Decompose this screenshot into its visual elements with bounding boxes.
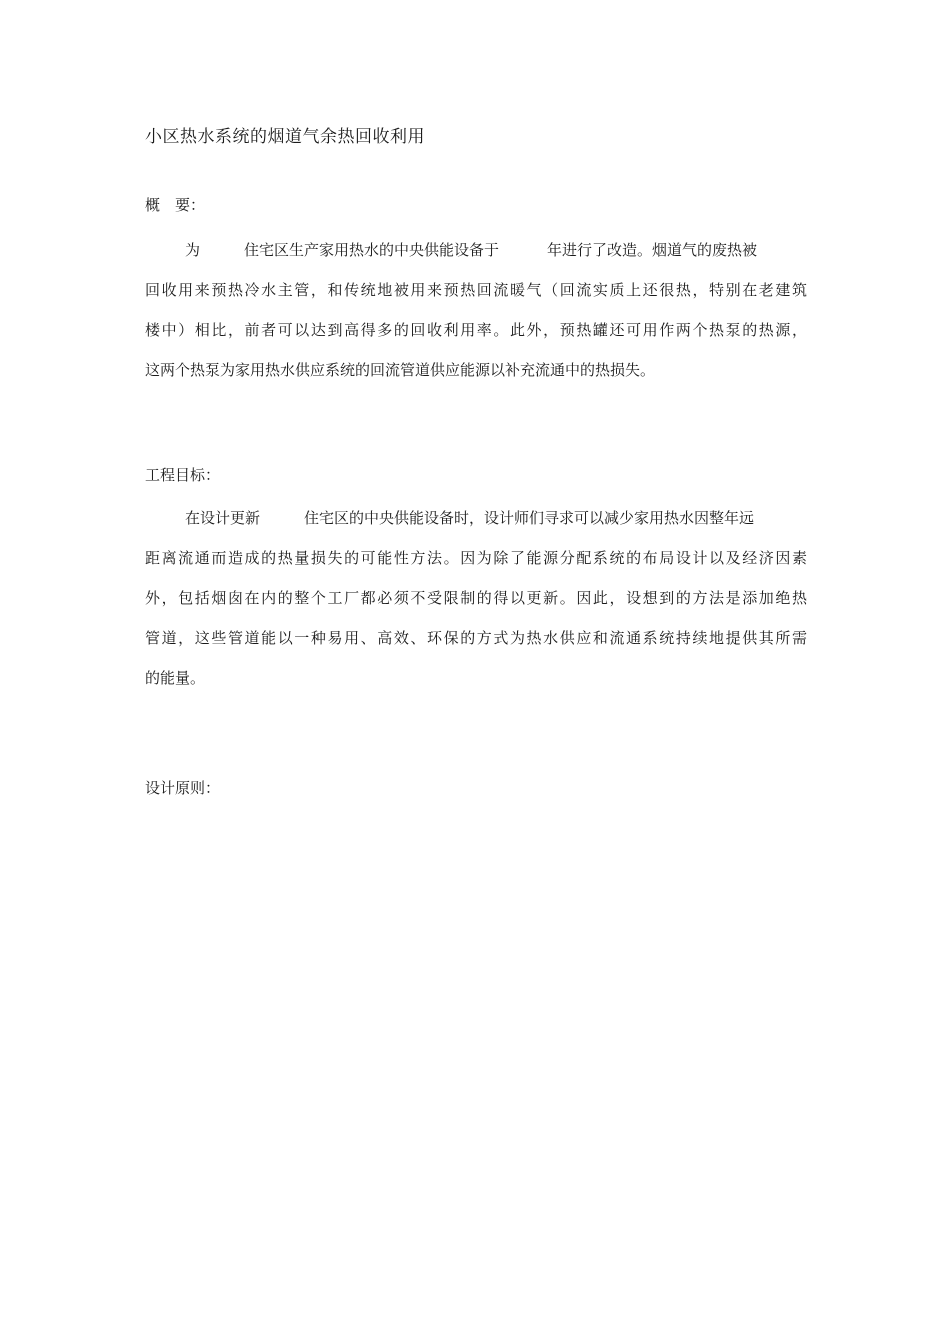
summary-line-1-part-b: 住宅区生产家用热水的中央供能设备于 <box>244 241 500 259</box>
section-heading-design-principles: 设计原则： <box>145 779 221 797</box>
summary-line-4: 这两个热泵为家用热水供应系统的回流管道供应能源以补充流通中的热损失。 <box>145 361 656 379</box>
summary-paragraph <box>145 230 807 390</box>
document-title: 小区热水系统的烟道气余热回收利用 <box>145 127 425 147</box>
goals-line-4: 管道，这些管道能以一种易用、高效、环保的方式为热水供应和流通系统持续地提供其所需 <box>145 629 807 647</box>
summary-line-1-part-a: 为 <box>185 241 201 259</box>
goals-line-1 <box>145 498 807 538</box>
summary-line-3: 楼中）相比，前者可以达到高得多的回收利用率。此外，预热罐还可用作两个热泵的热源， <box>145 321 807 339</box>
section-heading-goals: 工程目标： <box>145 466 221 484</box>
summary-line-1 <box>145 230 807 270</box>
goals-line-5: 的能量。 <box>145 669 206 687</box>
goals-line-1-part-a: 在设计更新 <box>185 509 261 527</box>
goals-line-3: 外，包括烟囱在内的整个工厂都必须不受限制的得以更新。因此，设想到的方法是添加绝热 <box>145 589 807 607</box>
section-heading-summary: 概 要： <box>145 196 206 214</box>
goals-paragraph <box>145 498 807 698</box>
summary-line-2: 回收用来预热冷水主管，和传统地被用来预热回流暖气（回流实质上还很热，特别在老建筑 <box>145 281 807 299</box>
summary-line-1-part-c: 年进行了改造。烟道气的废热被 <box>547 241 758 259</box>
goals-line-1-part-b: 住宅区的中央供能设备时，设计师们寻求可以减少家用热水因整年远 <box>304 509 755 527</box>
goals-line-2: 距离流通而造成的热量损失的可能性方法。因为除了能源分配系统的布局设计以及经济因素 <box>145 549 807 567</box>
